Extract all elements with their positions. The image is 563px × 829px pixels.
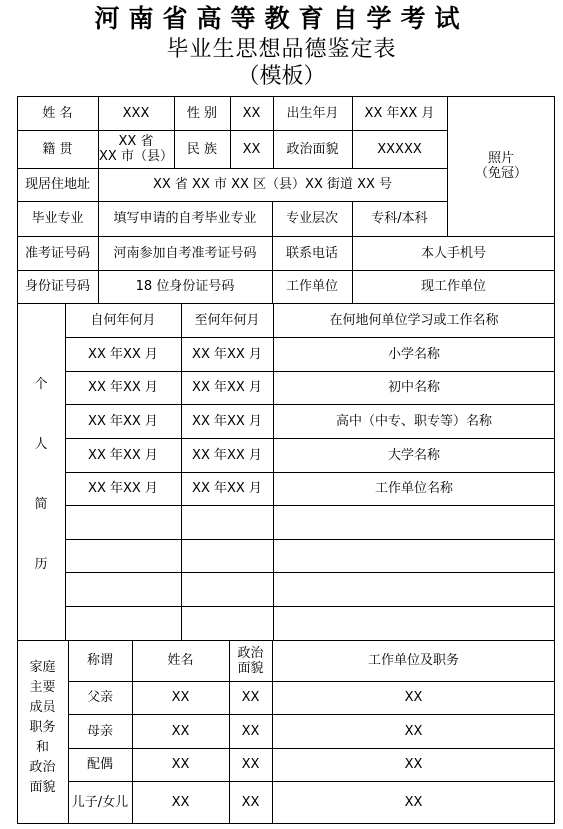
row-divider (65, 505, 555, 506)
exam-number-label: 准考证号码 (24, 245, 90, 261)
family-political: XX (241, 690, 260, 705)
row-divider (65, 572, 555, 573)
family-workplace: XX (404, 690, 423, 705)
family-name: XX (171, 690, 190, 705)
family-relation: 儿子/女儿 (71, 795, 129, 810)
resume-section-char: 历 (34, 556, 48, 572)
level-value: 专科/本科 (371, 211, 428, 226)
native-place-label: 籍 贯 (42, 141, 73, 157)
address-label: 现居住地址 (24, 177, 90, 192)
form-title: 河南省高等教育自学考试 (94, 4, 469, 33)
family-relation: 配偶 (86, 757, 113, 772)
family-political: XX (241, 723, 260, 739)
exam-number-value: 河南参加自考准考证号码 (113, 245, 257, 261)
resume-from: XX 年XX 月 (88, 346, 158, 362)
name-value: XXX (122, 105, 150, 121)
resume-to: XX 年XX 月 (192, 413, 262, 429)
ethnic-value: XX (242, 141, 261, 157)
birth-label: 出生年月 (286, 105, 339, 121)
id-number-label: 身份证号码 (24, 279, 90, 294)
name-label: 姓 名 (42, 105, 73, 121)
family-section-text: 成员 (29, 700, 56, 715)
resume-to: XX 年XX 月 (192, 481, 262, 496)
family-name: XX (171, 795, 190, 810)
row-divider (65, 606, 555, 607)
gender-label: 性 别 (186, 105, 218, 121)
political-label: 政治面貌 (286, 141, 339, 157)
family-section-text: 家庭 (29, 660, 56, 675)
level-label: 专业层次 (285, 211, 338, 226)
family-section-text: 职务 (29, 720, 56, 735)
resume-from: XX 年XX 月 (88, 481, 158, 496)
family-workplace: XX (404, 757, 423, 772)
family-workplace: XX (404, 795, 423, 810)
family-relation: 父亲 (86, 690, 113, 705)
photo-label: 照片 (487, 151, 514, 166)
major-value: 填写申请的自考毕业专业 (113, 211, 257, 226)
resume-place: 工作单位名称 (374, 481, 453, 496)
resume-to: XX 年XX 月 (192, 346, 262, 362)
resume-header-place: 在何地何单位学习或工作名称 (329, 312, 499, 328)
resume-section-char: 人 (34, 436, 48, 452)
photo-placeholder (447, 96, 555, 236)
birth-value: XX 年XX 月 (364, 105, 435, 121)
family-section-text: 和 (35, 740, 49, 755)
family-header-workplace: 工作单位及职务 (367, 653, 459, 668)
photo-note: （免冠） (474, 166, 527, 181)
id-number-value: 18 位身份证号码 (135, 279, 235, 294)
political-value: XXXXX (377, 141, 422, 157)
resume-header-from: 自何年何月 (90, 312, 156, 328)
family-section-label (17, 654, 68, 802)
family-header-relation: 称谓 (86, 653, 113, 668)
resume-from: XX 年XX 月 (88, 380, 158, 395)
form-subtitle: 毕业生思想品德鉴定表 (166, 37, 397, 62)
phone-value: 本人手机号 (420, 245, 486, 261)
workplace-value: 现工作单位 (420, 279, 486, 294)
native-city: XX 市（县） (99, 149, 173, 164)
resume-from: XX 年XX 月 (88, 447, 158, 463)
row-divider (65, 539, 555, 540)
family-name: XX (171, 723, 190, 739)
workplace-label: 工作单位 (285, 279, 338, 294)
family-header-political: 政治 面貌 (237, 645, 264, 676)
ethnic-label: 民 族 (186, 141, 218, 157)
family-header-name: 姓名 (167, 653, 194, 668)
family-section-text: 主要 (29, 680, 56, 695)
family-section-text: 政治 (29, 760, 56, 775)
resume-place: 小学名称 (387, 346, 440, 362)
family-name: XX (171, 757, 190, 772)
resume-place: 大学名称 (387, 447, 440, 463)
resume-to: XX 年XX 月 (192, 447, 262, 463)
phone-label: 联系电话 (285, 245, 338, 261)
resume-place: 初中名称 (387, 380, 440, 395)
form-template-note: （模板） (237, 64, 326, 89)
family-political: XX (241, 795, 260, 810)
family-political: XX (241, 757, 260, 772)
family-relation: 母亲 (86, 723, 113, 739)
address-value: XX 省 XX 市 XX 区（县）XX 街道 XX 号 (152, 177, 393, 192)
resume-section-char: 简 (34, 496, 48, 512)
resume-header-to: 至何年何月 (194, 312, 260, 328)
native-province: XX 省 (118, 134, 154, 149)
resume-section-char: 个 (34, 376, 48, 392)
major-label: 毕业专业 (31, 211, 84, 226)
family-workplace: XX (404, 723, 423, 739)
resume-from: XX 年XX 月 (88, 413, 158, 429)
resume-to: XX 年XX 月 (192, 380, 262, 395)
native-place-value (98, 130, 174, 168)
gender-value: XX (242, 105, 261, 121)
resume-place: 高中（中专、职专等）名称 (335, 413, 492, 429)
family-section-text: 面貌 (29, 780, 56, 795)
